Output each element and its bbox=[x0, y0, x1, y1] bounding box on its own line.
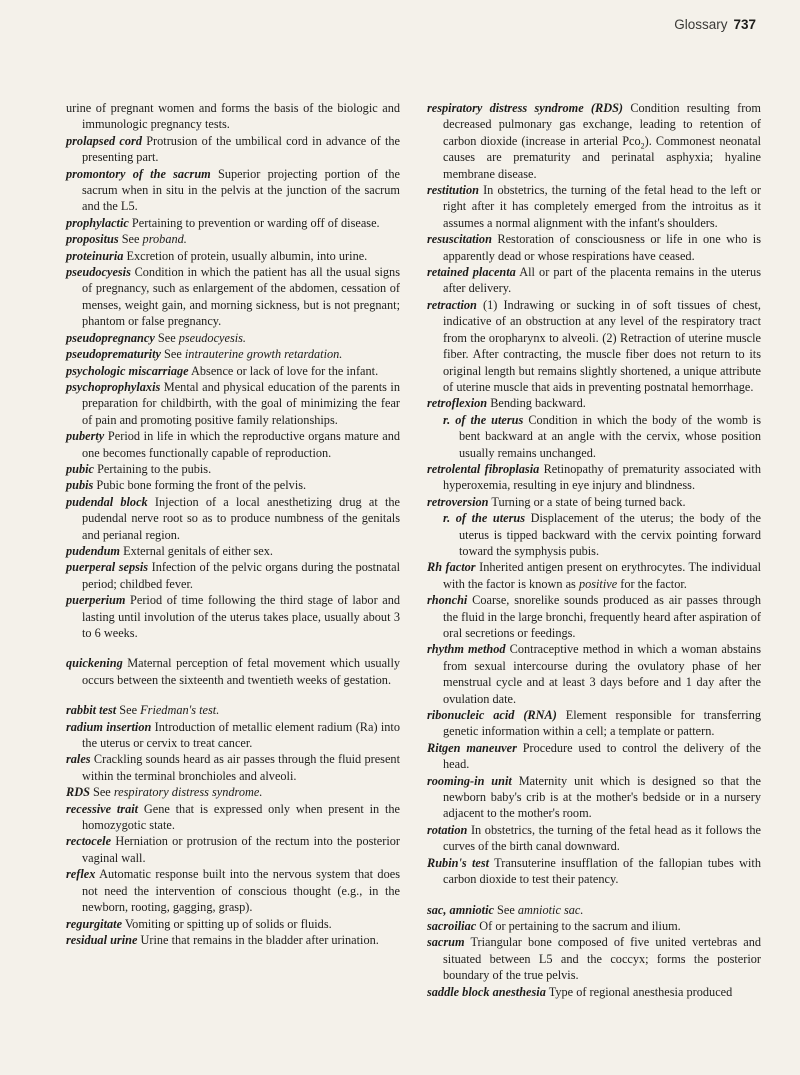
entry-definition: (1) Indrawing or sucking in of soft tissues of chest, indicative of an obstruction at any level of the respiratory tract from the oropharynx to alveoli. (2) Retraction of uterine muscle fiber. After contracting, the muscle fiber does not return to its original length but remains slightly shortened, a unique attribute of uterine muscle that aids in preventing postnatal hemorrhage. bbox=[443, 297, 761, 394]
glossary-entry bbox=[66, 784, 400, 800]
entry-term: puerperium bbox=[66, 593, 126, 608]
entry-term: rhonchi bbox=[427, 593, 468, 608]
entry-definition: Bending backward. bbox=[490, 396, 586, 411]
entry-definition-continued: ). Commonest neonatal causes are prematurity and perinatal asphyxia; hyaline membrane disease. bbox=[443, 133, 761, 181]
entry-term: r. of the uterus bbox=[443, 412, 524, 427]
entry-term: radium insertion bbox=[66, 719, 152, 734]
glossary-entry bbox=[66, 866, 400, 915]
glossary-entry bbox=[427, 412, 761, 461]
entry-term: recessive trait bbox=[66, 801, 139, 816]
glossary-entry bbox=[427, 100, 761, 182]
glossary-entry bbox=[66, 133, 400, 166]
entry-definition: Maternity unit which is designed so that the newborn baby's crib is at the mother's bedside or in a nursery adjacent to the mother's room. bbox=[443, 773, 761, 821]
glossary-entry bbox=[66, 166, 400, 215]
entry-definition: Turning or a state of being turned back. bbox=[491, 494, 686, 509]
glossary-entry bbox=[66, 916, 400, 932]
entry-term: quickening bbox=[66, 656, 123, 671]
entry-definition: See bbox=[157, 330, 176, 345]
entry-term: prophylactic bbox=[66, 215, 129, 230]
entry-cross-reference: intrauterine growth retardation. bbox=[184, 347, 343, 362]
entry-definition: All or part of the placenta remains in the uterus after delivery. bbox=[443, 265, 761, 296]
entry-definition: Condition in which the body of the womb is bent backward at an angle with the cervix, whose position usually remains unchanged. bbox=[459, 412, 762, 460]
entry-term: respiratory distress syndrome (RDS) bbox=[427, 101, 624, 115]
entry-term: psychoprophylaxis bbox=[66, 379, 161, 394]
entry-term: Rubin's test bbox=[427, 855, 490, 870]
entry-term: Rh factor bbox=[427, 560, 476, 575]
entry-definition: See bbox=[119, 703, 138, 718]
entry-term: promontory of the sacrum bbox=[66, 166, 211, 181]
glossary-entry bbox=[427, 902, 761, 918]
glossary-entry bbox=[427, 740, 761, 773]
entry-cross-reference: pseudocyesis. bbox=[178, 330, 247, 345]
entry-definition: Retinopathy of prematurity associated with hyperoxemia, resulting in eye injury and blindness. bbox=[443, 461, 761, 493]
entry-definition: Condition in which the patient has all the usual signs of pregnancy, such as enlargement of the abdomen, cessation of menses, weight gain, and morning sickness, but is not pregnant; phantom or false pregnancy. bbox=[82, 265, 400, 329]
entry-definition: Pertaining to prevention or warding off of disease. bbox=[131, 215, 380, 230]
entry-definition: Gene that is expressed only when present in the homozygotic state. bbox=[82, 801, 400, 833]
glossary-entry bbox=[66, 231, 400, 247]
glossary-entry bbox=[66, 346, 400, 362]
glossary-entry bbox=[427, 182, 761, 231]
header-title: Glossary bbox=[674, 17, 728, 32]
entry-definition: Period of time following the third stage of labor and lasting until involution of the uterus takes place, usually about 3 to 6 weeks. bbox=[82, 593, 400, 640]
entry-term: psychologic miscarriage bbox=[66, 363, 189, 378]
glossary-entry bbox=[66, 543, 400, 559]
glossary-entry bbox=[66, 428, 400, 461]
entry-term: retroversion bbox=[427, 494, 489, 509]
entry-definition: Procedure used to control the delivery of the head. bbox=[443, 740, 761, 772]
glossary-entry bbox=[66, 248, 400, 264]
glossary-entry bbox=[66, 363, 400, 379]
left-column bbox=[66, 100, 400, 948]
glossary-entry bbox=[427, 984, 761, 1000]
entry-definition: Protrusion of the umbilical cord in advance of the presenting part. bbox=[82, 133, 400, 165]
entry-term: pseudoprematurity bbox=[66, 347, 161, 362]
entry-definition: Pertaining to the pubis. bbox=[97, 461, 212, 476]
entry-term: retraction bbox=[427, 297, 477, 312]
glossary-entry bbox=[427, 461, 761, 494]
entry-term: residual urine bbox=[66, 932, 138, 947]
entry-term: puberty bbox=[66, 429, 105, 444]
entry-term: resuscitation bbox=[427, 232, 492, 247]
entry-term: pudendal block bbox=[66, 494, 148, 509]
entry-definition: Superior projecting portion of the sacrum when in situ in the pelvis at the junction of the sacrum and the L5. bbox=[82, 166, 400, 214]
entry-term: rabbit test bbox=[66, 703, 117, 718]
entry-definition: External genitals of either sex. bbox=[123, 543, 273, 558]
entry-definition: Absence or lack of love for the infant. bbox=[191, 363, 379, 378]
entry-term: pubis bbox=[66, 478, 94, 493]
entry-definition: In obstetrics, the turning of the fetal head as it follows the curves of the birth canal downward. bbox=[443, 822, 762, 854]
entry-term: rectocele bbox=[66, 834, 112, 849]
entry-term: puerperal sepsis bbox=[66, 560, 149, 575]
glossary-entry bbox=[427, 934, 761, 983]
entry-cross-reference: positive bbox=[578, 576, 618, 591]
glossary-entry bbox=[427, 707, 761, 740]
glossary-entry bbox=[427, 559, 761, 592]
entry-term: sacroiliac bbox=[427, 918, 477, 933]
page-number: 737 bbox=[733, 17, 756, 32]
glossary-entry bbox=[427, 822, 761, 855]
entry-term: prolapsed cord bbox=[66, 133, 142, 148]
entry-definition: Infection of the pelvic organs during the postnatal period; childbed fever. bbox=[82, 560, 400, 591]
entry-definition-continued: for the factor. bbox=[620, 576, 687, 591]
entry-term: retroflexion bbox=[427, 396, 488, 411]
entry-definition: urine of pregnant women and forms the basis of the biologic and immunologic pregnancy tests. bbox=[66, 101, 400, 132]
glossary-entry bbox=[427, 395, 761, 411]
glossary-entry bbox=[427, 264, 761, 297]
entry-definition: Mental and physical education of the parents in preparation for childbirth, with the goal of minimizing the fear of pain and promoting positive family relationships. bbox=[82, 379, 400, 427]
entry-cross-reference: proband. bbox=[142, 232, 187, 247]
glossary-entry bbox=[427, 855, 761, 888]
entry-definition: Condition resulting from decreased pulmonary gas exchange, leading to retention of carbon dioxide (increase in arterial Pco bbox=[443, 101, 762, 148]
entry-term: pseudopregnancy bbox=[66, 330, 155, 345]
entry-definition: Automatic response built into the nervous system that does not need the intervention of conscious thought (e.g., in the newborn, rooting, gagging, grasp). bbox=[82, 867, 400, 915]
entry-term: sac, amniotic bbox=[427, 902, 494, 917]
entry-definition: Introduction of metallic element radium (Ra) into the uterus or cervix to treat cancer. bbox=[82, 719, 400, 751]
entry-definition: Herniation or protrusion of the rectum into the posterior vaginal wall. bbox=[82, 834, 401, 865]
glossary-entry bbox=[427, 231, 761, 264]
entry-term: regurgitate bbox=[66, 916, 123, 931]
entry-term: Ritgen maneuver bbox=[427, 740, 517, 755]
glossary-entry bbox=[427, 918, 761, 934]
entry-definition: Injection of a local anesthetizing drug at the pudendal nerve root so as to produce numbness of the genitals and perianal region. bbox=[82, 494, 401, 542]
entry-definition: Restoration of consciousness or life in one who is apparently dead or whose respirations have ceased. bbox=[443, 232, 761, 263]
entry-term: RDS bbox=[66, 785, 90, 800]
glossary-entry bbox=[66, 264, 400, 330]
glossary-entry bbox=[427, 510, 761, 559]
entry-term: sacrum bbox=[427, 935, 465, 950]
running-header bbox=[674, 17, 756, 32]
entry-definition: Triangular bone composed of five united vertebras and situated between L5 and the coccyx; forms the posterior boundary of the true pelvis. bbox=[443, 935, 761, 983]
glossary-entry bbox=[427, 297, 761, 395]
entry-term: rooming-in unit bbox=[427, 773, 512, 788]
entry-definition: See bbox=[164, 347, 182, 362]
entry-definition: Of or pertaining to the sacrum and ilium. bbox=[479, 918, 681, 933]
entry-definition: Vomiting or spitting up of solids or fluids. bbox=[124, 916, 332, 931]
entry-definition: See bbox=[121, 232, 140, 247]
glossary-entry bbox=[66, 751, 400, 784]
entry-definition: Displacement of the uterus; the body of the uterus is tipped backward with the cervix pointing forward toward the symphysis pubis. bbox=[459, 511, 762, 558]
entry-definition: Crackling sounds heard as air passes through the fluid present within the terminal bronchioles and alveoli. bbox=[82, 752, 400, 783]
right-column bbox=[427, 100, 761, 1000]
glossary-entry bbox=[66, 559, 400, 592]
entry-term: pudendum bbox=[66, 543, 120, 558]
entry-definition: Inherited antigen present on erythrocytes. The individual with the factor is known as bbox=[443, 560, 762, 591]
entry-definition: See bbox=[93, 785, 111, 800]
entry-definition: In obstetrics, the turning of the fetal head to the left or right after it has completely emerged from the introitus as it assumes a normal alignment with the infant's shoulders. bbox=[443, 183, 761, 230]
glossary-entry bbox=[66, 100, 400, 133]
entry-term: proteinuria bbox=[66, 248, 124, 263]
entry-definition: Coarse, snorelike sounds produced as air passes through the fluid in the large bronchi, frequently heard after aspiration of oral secretions or feedings. bbox=[443, 593, 761, 640]
glossary-entry bbox=[66, 215, 400, 231]
entry-definition: Element responsible for transferring genetic information within a cell; a template or pattern. bbox=[443, 708, 762, 739]
entry-term: ribonucleic acid (RNA) bbox=[427, 708, 557, 723]
entry-term: reflex bbox=[66, 867, 96, 882]
entry-definition: Pubic bone forming the front of the pelvis. bbox=[96, 478, 307, 493]
glossary-entry bbox=[427, 494, 761, 510]
entry-term: propositus bbox=[66, 232, 119, 247]
glossary-entry bbox=[427, 773, 761, 822]
entry-definition: See bbox=[497, 902, 515, 917]
glossary-entry bbox=[66, 461, 400, 477]
entry-term: restitution bbox=[427, 183, 479, 198]
entry-term: retrolental fibroplasia bbox=[427, 461, 540, 476]
entry-definition: Excretion of protein, usually albumin, into urine. bbox=[126, 248, 368, 263]
glossary-entry bbox=[427, 592, 761, 641]
glossary-entry bbox=[66, 494, 400, 543]
entry-cross-reference: Friedman's test. bbox=[140, 703, 220, 718]
glossary-entry bbox=[66, 655, 400, 688]
entry-definition: Type of regional anesthesia produced bbox=[548, 984, 733, 999]
entry-cross-reference: amniotic sac. bbox=[517, 902, 584, 917]
entry-definition: Period in life in which the reproductive organs mature and one becomes functionally capable of reproduction. bbox=[82, 429, 400, 460]
glossary-entry bbox=[427, 641, 761, 707]
entry-term: rotation bbox=[427, 822, 468, 837]
entry-definition: Urine that remains in the bladder after urination. bbox=[140, 932, 379, 947]
entry-term: rhythm method bbox=[427, 642, 506, 657]
glossary-entry bbox=[66, 330, 400, 346]
entry-term: rales bbox=[66, 752, 91, 767]
glossary-entry bbox=[66, 833, 400, 866]
glossary-entry bbox=[66, 702, 400, 718]
glossary-entry bbox=[66, 932, 400, 948]
glossary-entry bbox=[66, 477, 400, 493]
glossary-entry bbox=[66, 379, 400, 428]
entry-term: retained placenta bbox=[427, 265, 516, 280]
entry-term: saddle block anesthesia bbox=[427, 984, 546, 999]
entry-definition: Contraceptive method in which a woman abstains from sexual intercourse during the ovulatory phase of her menstrual cycle and at least 3 days before and 1 day after the ovulation date. bbox=[443, 642, 761, 706]
entry-definition: Transuterine insufflation of the fallopian tubes with carbon dioxide to test their patency. bbox=[443, 855, 761, 887]
glossary-entry bbox=[66, 719, 400, 752]
entry-term: r. of the uterus bbox=[443, 511, 526, 526]
entry-term: pubic bbox=[66, 461, 95, 476]
entry-term: pseudocyesis bbox=[66, 265, 131, 280]
entry-cross-reference: respiratory distress syndrome. bbox=[113, 785, 263, 800]
glossary-entry bbox=[66, 592, 400, 641]
subscript: 2 bbox=[640, 141, 645, 151]
glossary-entry bbox=[66, 801, 400, 834]
entry-definition: Maternal perception of fetal movement which usually occurs between the sixteenth and twentieth weeks of gestation. bbox=[82, 656, 401, 687]
